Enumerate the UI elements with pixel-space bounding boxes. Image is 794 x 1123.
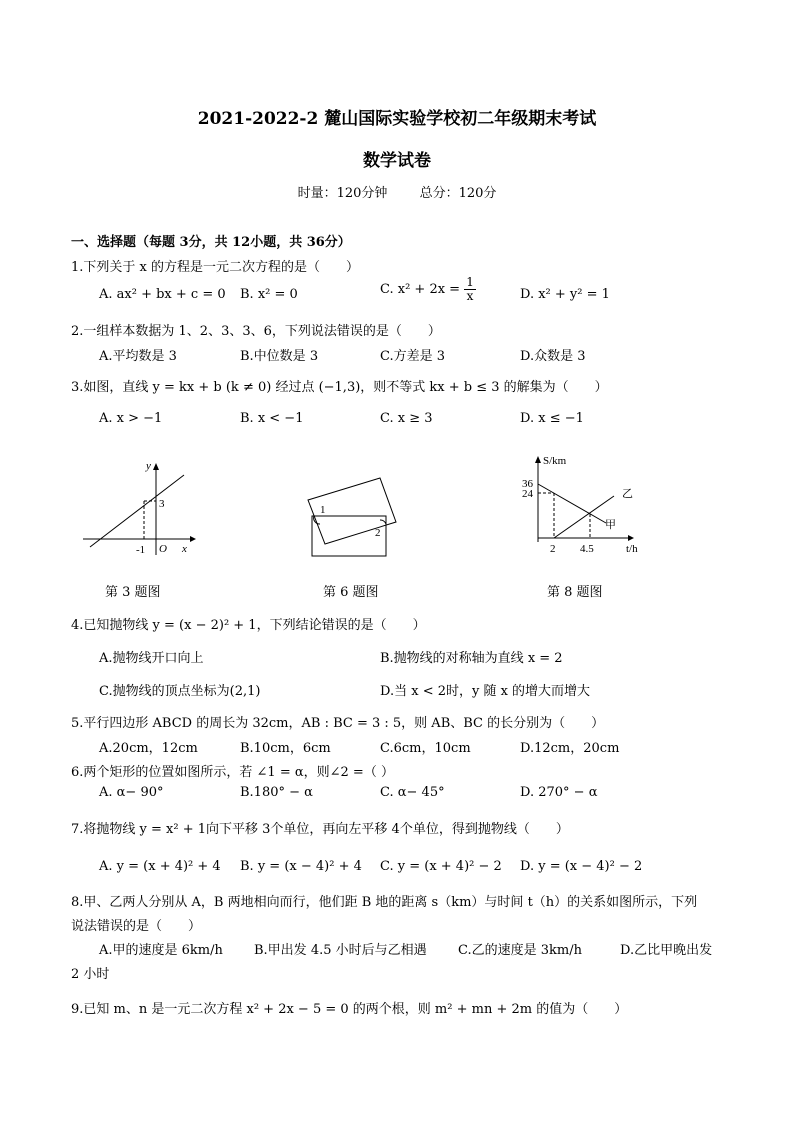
q5-option-d: D.12cm，20cm [520,741,620,756]
fig6-angle2-label: 2 [375,527,381,539]
exam-title: 2021-2022-2 麓山国际实验学校初二年级期末考试 [197,109,597,129]
q8-stem-line1: 8.甲、乙两人分别从 A，B 两地相向而行，他们距 B 地的距离 s（km）与时间 t（h）的关系如图所示，下列 [71,895,698,910]
q4-option-d: D.当 x < 2时，y 随 x 的增大而增大 [380,684,591,699]
q8-option-d: D.乙比甲晚出发 [620,943,713,958]
q3-option-d: D. x ≤ −1 [520,411,584,426]
q3-option-c: C. x ≥ 3 [380,411,433,426]
fig8-caption: 第 8 题图 [547,585,603,600]
q5-stem: 5.平行四边形 ABCD 的周长为 32cm，AB : BC = 3 : 5，则 AB、BC 的长分别为（ ） [71,716,605,731]
q1-option-b: B. x² = 0 [240,287,298,302]
fig6-angle2-arc [380,520,386,524]
fig8-s-arrow [535,456,541,463]
q3-stem: 3.如图，直线 y = kx + b (k ≠ 0) 经过点 (−1,3)，则不等式 kx + b ≤ 3 的解集为（ ） [71,380,608,395]
exam-score: 总分：120分 [419,186,497,201]
q1-option-c-text: C. x² + 2x = [380,282,461,298]
fig6-rectangles [300,468,410,563]
q8-option-b: B.甲出发 4.5 小时后与乙相遇 [254,943,427,958]
fig3-neg1-label: -1 [136,544,146,556]
fig3-x-label: x [182,543,187,555]
frac-denominator: x [466,289,474,304]
q8-option-c: C.乙的速度是 3km/h [458,943,582,958]
exam-time: 时量：120分钟 [297,186,388,201]
q8-option-d-cont: 2 小时 [71,967,110,982]
q4-stem: 4.已知抛物线 y = (x − 2)² + 1，下列结论错误的是（ ） [71,618,426,633]
fig8-line-yi [554,496,614,538]
fig8-graph [510,450,650,562]
q2-stem: 2.一组样本数据为 1、2、3、3、6，下列说法错误的是（ ） [71,324,441,339]
fig8-24-label: 24 [522,488,533,500]
q4-option-b: B.抛物线的对称轴为直线 x = 2 [380,651,563,666]
q5-option-a: A.20cm，12cm [99,741,198,756]
q7-option-a: A. y = (x + 4)² + 4 [99,859,221,874]
fig8-t-label: t/h [626,543,638,555]
fig8-jia-label: 甲 [605,519,616,531]
q3-option-b: B. x < −1 [240,411,304,426]
exam-subtitle: 数学试卷 [363,151,431,171]
q3-option-a: A. x > −1 [99,411,163,426]
q2-option-a: A.平均数是 3 [99,349,177,364]
q6-option-a: A. α− 90° [99,785,164,800]
fig3-y-arrow [153,463,159,470]
fig3-caption: 第 3 题图 [105,585,161,600]
fig3-three-label: 3 [159,498,165,510]
fig3-y-label: y [146,460,151,472]
q6-option-d: D. 270° − α [520,785,598,800]
q7-stem: 7.将抛物线 y = x² + 1向下平移 3个单位，再向左平移 4个单位，得到抛物线（ ） [71,822,569,837]
frac-numerator: 1 [466,275,474,289]
section-title: 一、选择题（每题 3分，共 12小题，共 36分） [71,235,351,250]
fig3-line [90,475,184,547]
fig6-angle1-label: 1 [320,504,326,516]
q1-option-a: A. ax² + bx + c = 0 [99,287,226,302]
q6-option-b: B.180° − α [240,785,313,800]
q9-stem: 9.已知 m、n 是一元二次方程 x² + 2x − 5 = 0 的两个根，则 m² + mn + 2m 的值为（ ） [71,1002,628,1017]
q7-option-b: B. y = (x − 4)² + 4 [240,859,362,874]
q8-option-a: A.甲的速度是 6km/h [99,943,223,958]
q2-option-d: D.众数是 3 [520,349,586,364]
q1-stem: 1.下列关于 x 的方程是一元二次方程的是（ ） [71,260,359,275]
q8-stem-line2: 说法错误的是（ ） [71,919,202,934]
q1-option-c [380,276,476,303]
q1-option-d: D. x² + y² = 1 [520,287,610,302]
fig3-origin-label: O [159,543,167,555]
fig8-2-label: 2 [550,543,556,555]
q5-option-c: C.6cm，10cm [380,741,471,756]
fig8-36-label: 36 [522,478,533,490]
q4-option-c: C.抛物线的顶点坐标为(2,1) [99,684,261,699]
fig8-45-label: 4.5 [580,543,594,555]
fig3-graph [78,455,198,560]
q7-option-c: C. y = (x + 4)² − 2 [380,859,502,874]
q7-option-d: D. y = (x − 4)² − 2 [520,859,643,874]
fig8-yi-label: 乙 [622,488,633,500]
q4-option-a: A.抛物线开口向上 [99,651,204,666]
fig3-x-arrow [190,536,196,542]
q2-option-b: B.中位数是 3 [240,349,319,364]
fig8-line-jia [538,484,606,523]
q1-option-c-fraction [464,276,476,303]
exam-meta [0,182,794,201]
q6-stem: 6.两个矩形的位置如图所示，若 ∠1 = α，则∠2 =（ ） [71,765,394,780]
fig6-caption: 第 6 题图 [323,585,379,600]
q2-option-c: C.方差是 3 [380,349,446,364]
q6-option-c: C. α− 45° [380,785,445,800]
fig8-t-arrow [628,535,634,541]
q5-option-b: B.10cm，6cm [240,741,331,756]
fig8-s-label: S/km [543,455,567,467]
